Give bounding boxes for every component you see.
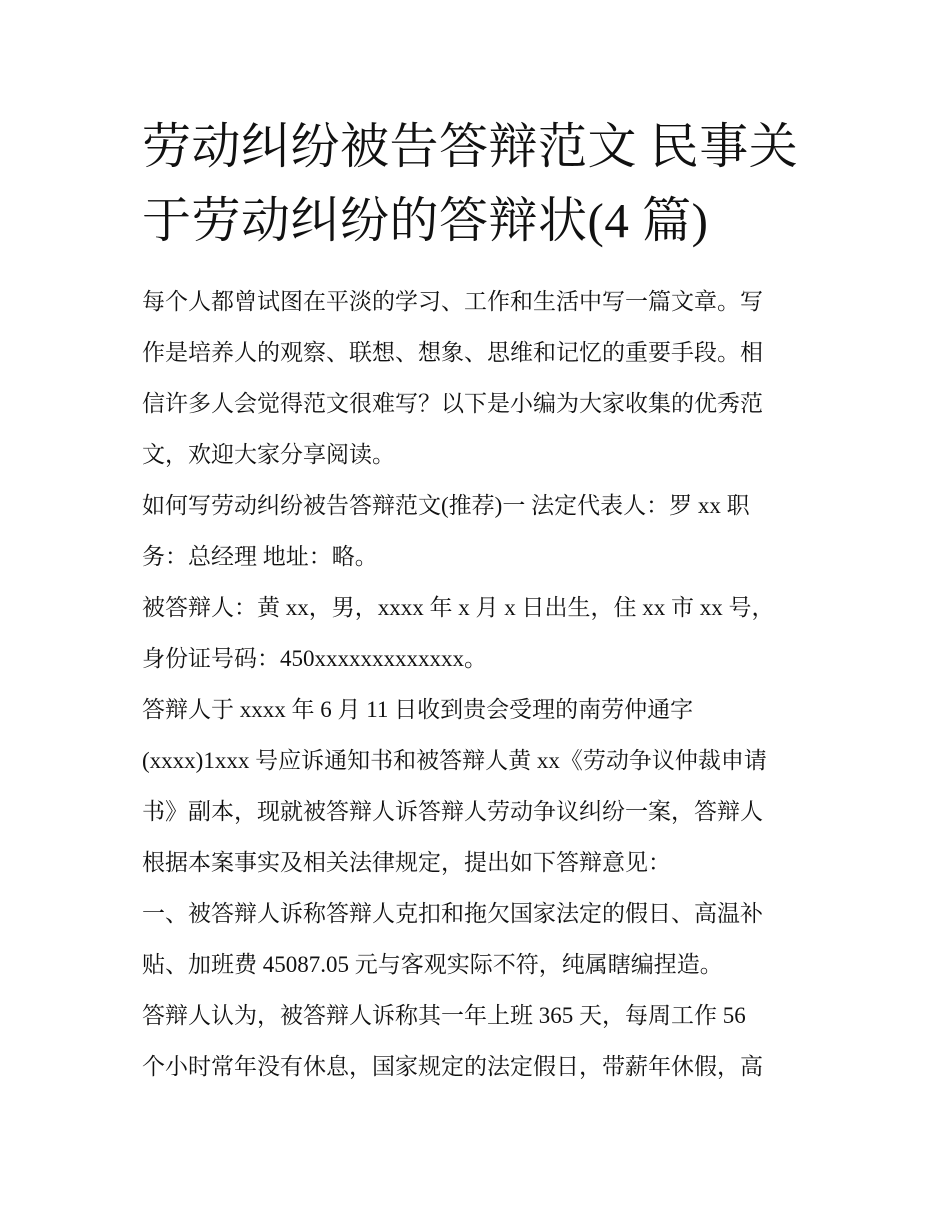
body-line: (xxxx)1xxx 号应诉通知书和被答辩人黄 xx《劳动争议仲裁申请 [142, 748, 767, 773]
document-body [142, 276, 822, 1092]
body-line: 身份证号码：450xxxxxxxxxxxxx。 [142, 646, 487, 671]
body-line: 作是培养人的观察、联想、想象、思维和记忆的重要手段。相 [142, 340, 763, 365]
body-line: 答辩人认为，被答辩人诉称其一年上班 365 天，每周工作 56 [142, 1003, 746, 1028]
body-line: 务：总经理 地址：略。 [142, 544, 378, 569]
body-line: 贴、加班费 45087.05 元与客观实际不符，纯属瞎编捏造。 [142, 952, 723, 977]
body-line: 信许多人会觉得范文很难写？以下是小编为大家收集的优秀范 [142, 391, 763, 416]
body-line: 如何写劳动纠纷被告答辩范文(推荐)一 法定代表人：罗 xx 职 [142, 493, 750, 518]
title-line: 劳动纠纷被告答辩范文 民事关 [142, 119, 799, 174]
body-line: 根据本案事实及相关法律规定，提出如下答辩意见： [142, 850, 671, 875]
body-line: 每个人都曾试图在平淡的学习、工作和生活中写一篇文章。写 [142, 289, 763, 314]
body-line: 一、被答辩人诉称答辩人克扣和拖欠国家法定的假日、高温补 [142, 901, 763, 926]
document-title [142, 110, 822, 258]
body-line: 被答辩人：黄 xx，男，xxxx 年 x 月 x 日出生，住 xx 市 xx 号， [142, 595, 775, 620]
body-line: 答辩人于 xxxx 年 6 月 11 日收到贵会受理的南劳仲通字 [142, 697, 694, 722]
body-line: 书》副本，现就被答辩人诉答辩人劳动争议纠纷一案，答辩人 [142, 799, 763, 824]
body-line: 文，欢迎大家分享阅读。 [142, 442, 395, 467]
body-line: 个小时常年没有休息，国家规定的法定假日，带薪年休假，高 [142, 1054, 763, 1079]
title-line: 于劳动纠纷的答辩状(4 篇) [142, 193, 709, 248]
